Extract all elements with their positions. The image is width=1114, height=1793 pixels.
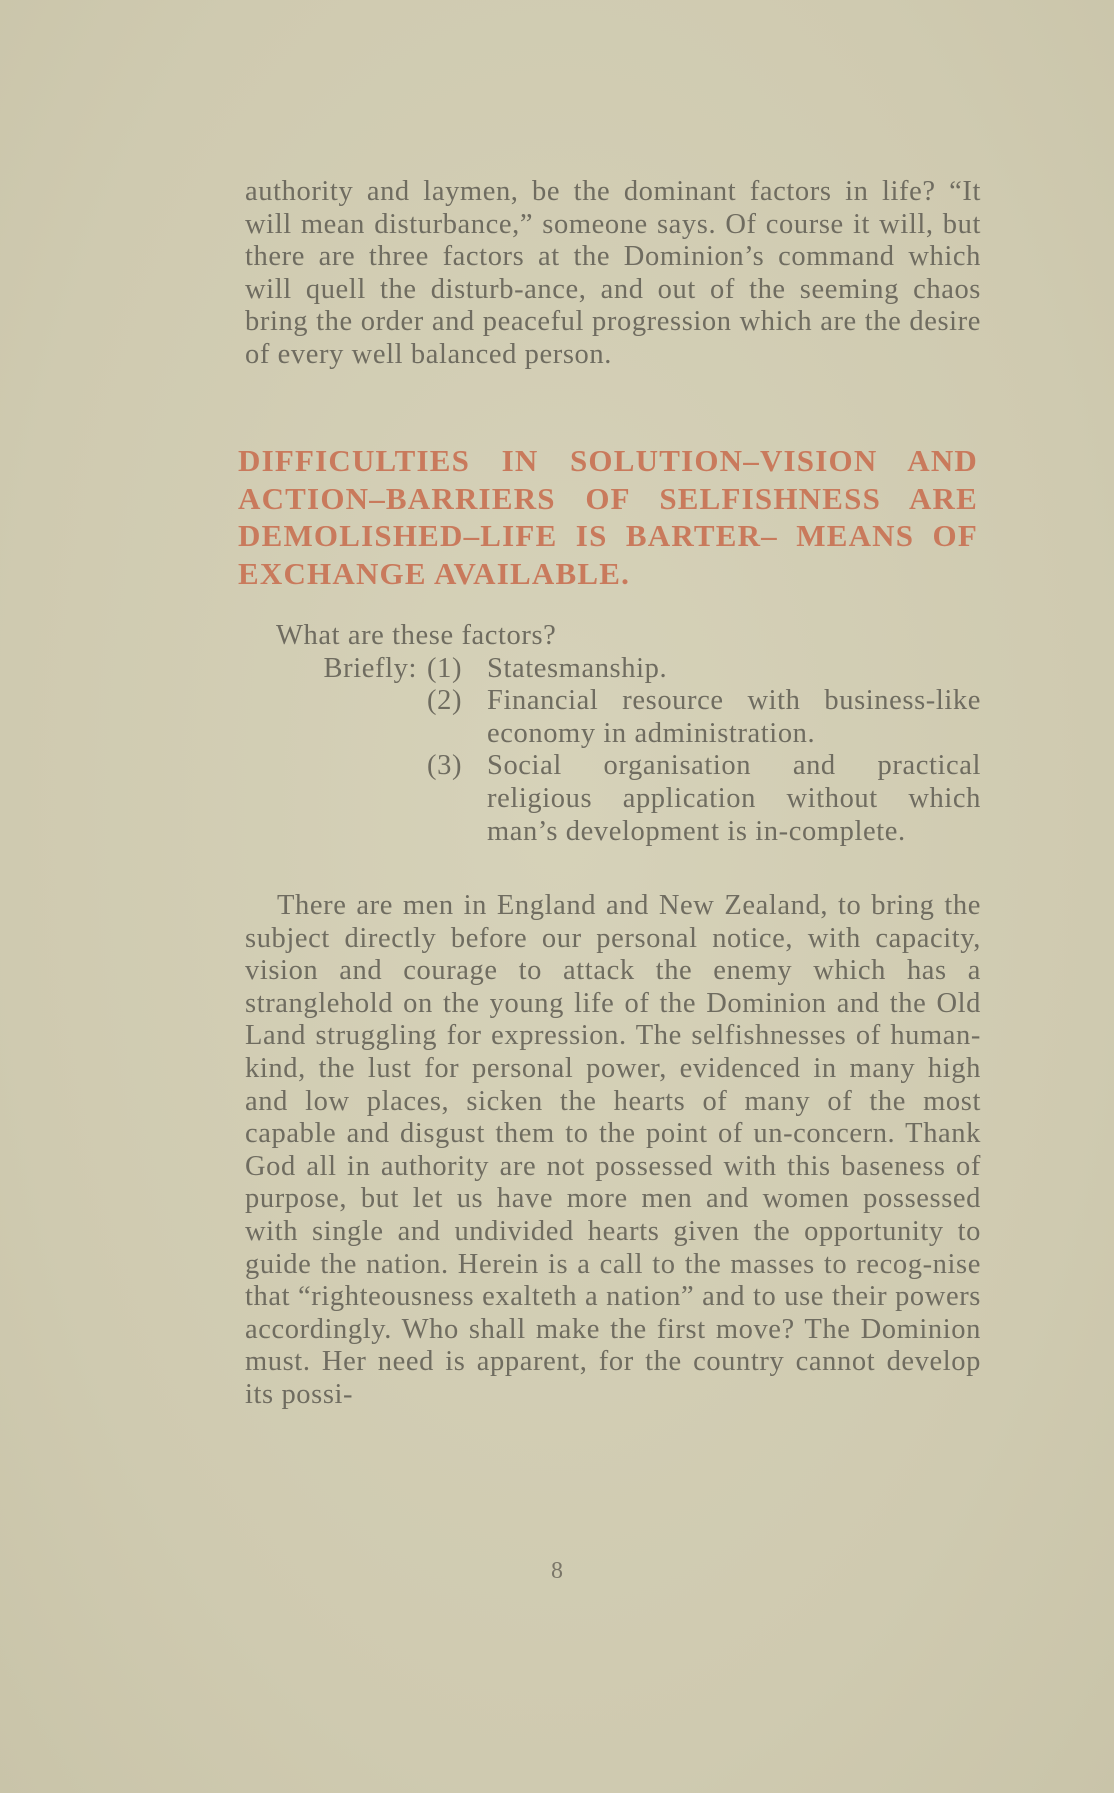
item-text: Financial resource with business-like economy in administration. — [487, 685, 981, 749]
list-item — [245, 653, 981, 686]
section-heading: DIFFICULTIES IN SOLUTION–VISION AND ACTION–BARRIERS OF SELFISHNESS ARE DEMOLISHED–LIFE IS BARTER– MEANS OF EXCHANGE AVAILABLE. — [238, 443, 978, 591]
item-number: (1) — [427, 652, 463, 684]
factors-question: What are these factors? — [276, 620, 557, 651]
page-number: 8 — [551, 1558, 563, 1584]
body-paragraph-1 — [245, 176, 981, 372]
item-number: (3) — [427, 750, 463, 782]
list-lead: Briefly: — [323, 652, 417, 684]
item-number: (2) — [427, 685, 463, 717]
item-text: Social organisation and practical religious application without which man’s development is in-complete. — [487, 750, 981, 847]
paragraph-text: There are men in England and New Zealand, to bring the subject directly before our personal notice, with capacity, vision and courage to attack the enemy which has a stranglehold on the young life of the Dominion and the Old Land struggling for expression. The selfishnesses of human-kind, the lust for personal power, evidenced in many high and low places, sicken the hearts of many of the most capable and disgust them to the point of un-concern. Thank God all in authority are not possessed with this baseness of purpose, but let us have more men and women possessed with single and undivided hearts given the opportunity to guide the nation. Herein is a call to the masses to recog-nise that “righteousness exalteth a nation” and to use their powers accordingly. Who shall make the first move? The Dominion must. Her need is apparent, for the country cannot develop its possi- — [245, 890, 981, 1410]
factors-list — [245, 620, 981, 848]
list-item — [245, 685, 981, 750]
list-item — [245, 750, 981, 848]
body-paragraph-2 — [245, 890, 981, 1412]
paragraph-text: authority and laymen, be the dominant factors in life? “It will mean disturbance,” someone says. Of course it will, but there are three factors at the Dominion’s command which will quell the disturb-ance, and out of the seeming chaos bring the order and peaceful progression which are the desire of every well balanced person. — [245, 176, 981, 370]
item-text: Statesmanship. — [487, 652, 668, 684]
